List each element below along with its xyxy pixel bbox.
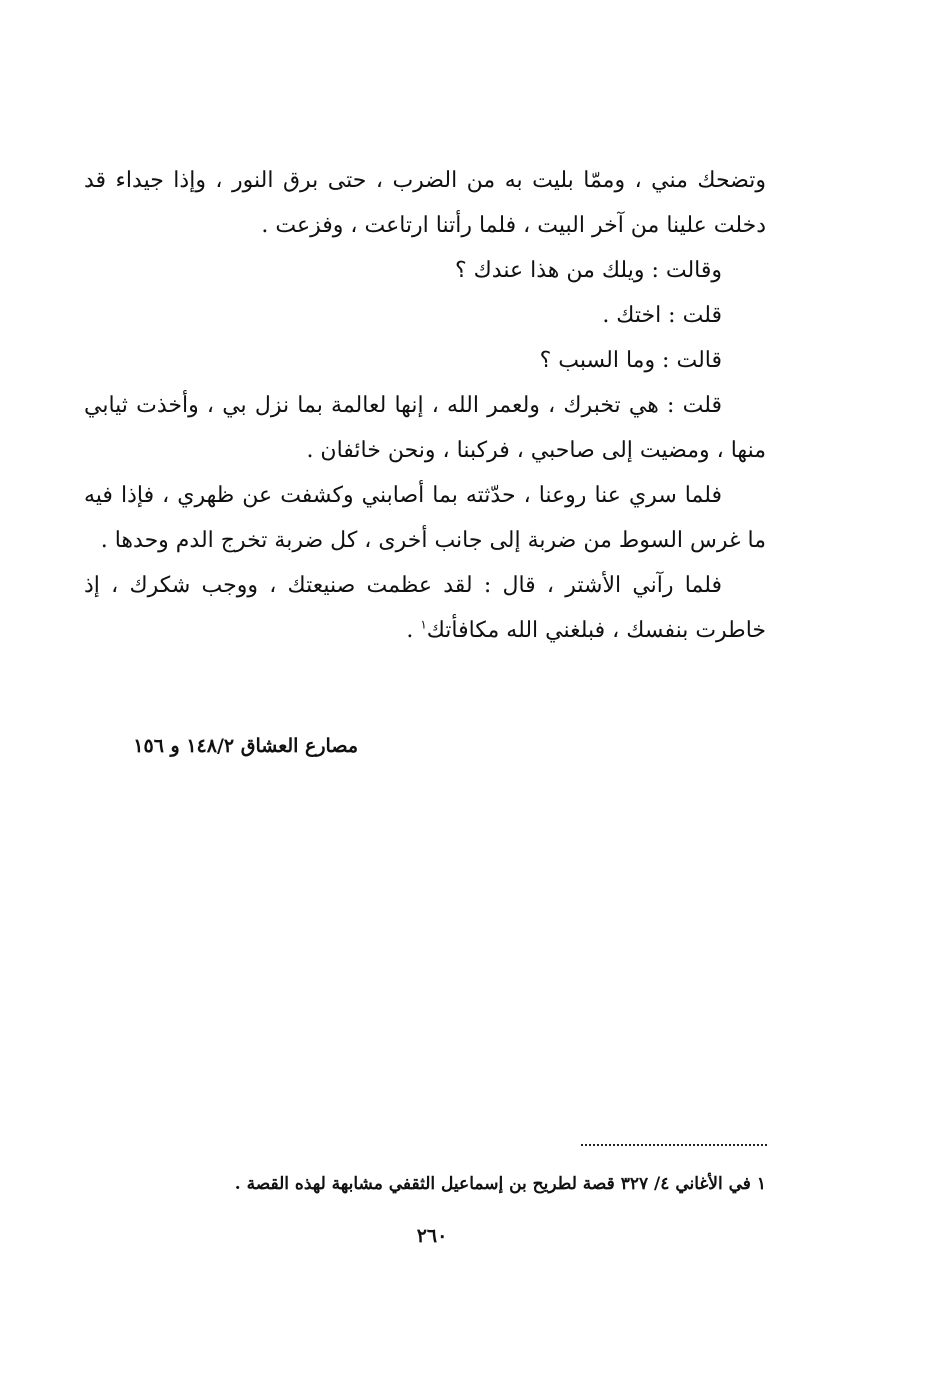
main-text [84,158,766,653]
paragraph-3: قلت : اختك . [602,303,722,328]
paragraph-4: قالت : وما السبب ؟ [539,348,722,373]
source-citation: مصارع العشاق ١٤٨/٢ و ١٥٦ [133,735,358,757]
paragraph-7-end: . [406,618,421,643]
footnote-divider [581,1144,767,1146]
paragraph-5: قلت : هي تخبرك ، ولعمر الله ، إنها لعالمة بما نزل بي ، وأخذت ثيابي منها ، ومضيت إلى صاحبي ، فركبنا ، ونحن خائفان . [84,393,766,463]
paragraph-7-text: فلما رآني الأشتر ، قال : لقد عظمت صنيعتك ، ووجب شكرك ، إذ خاطرت بنفسك ، فبلغني الله مكافأتك [84,573,766,643]
paragraph-7 [84,563,766,653]
footnote-reference: ١ [420,617,427,632]
footnote: ١ في الأغاني ٤/ ٣٢٧ قصة لطريح بن إسماعيل الثقفي مشابهة لهذه القصة . [234,1174,766,1194]
paragraph-2: وقالت : ويلك من هذا عندك ؟ [454,258,722,283]
page-number: ٢٦٠ [416,1225,448,1247]
paragraph-6: فلما سري عنا روعنا ، حدّثته بما أصابني وكشفت عن ظهري ، فإذا فيه ما غرس السوط من ضربة إلى جانب أخرى ، كل ضربة تخرج الدم وحدها . [84,483,766,553]
paragraph-1: وتضحك مني ، وممّا بليت به من الضرب ، حتى برق النور ، وإذا جيداء قد دخلت علينا من آخر البيت ، فلما رأتنا ارتاعت ، وفزعت . [84,168,766,238]
